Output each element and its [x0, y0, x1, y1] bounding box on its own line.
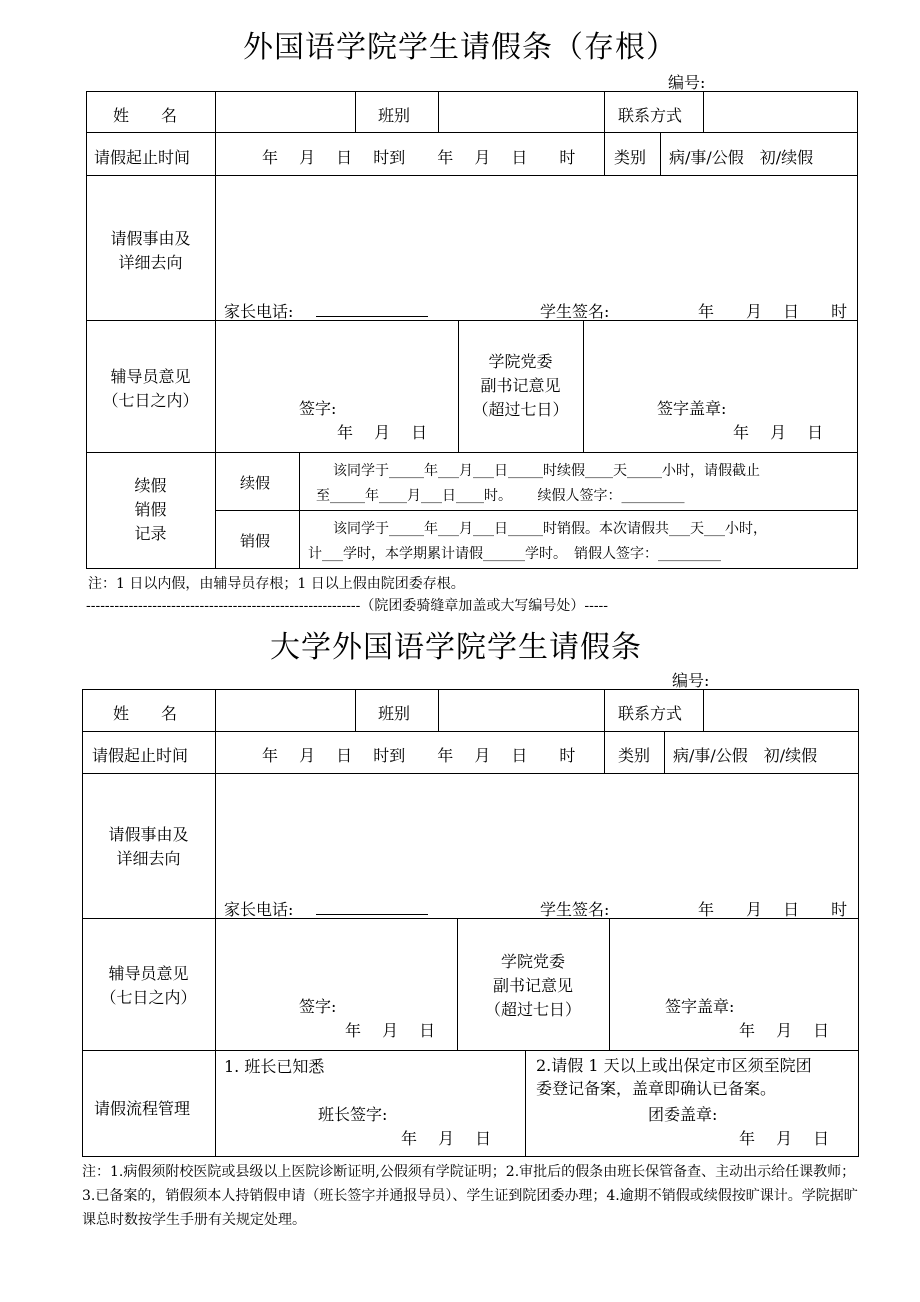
stub-contact-field[interactable]: [705, 93, 856, 130]
form-contact-field[interactable]: [705, 691, 857, 729]
form-secretary-seal-label: 签字盖章:: [665, 997, 735, 1016]
stub-period-value[interactable]: 年 月 日 时到 年 月 日 时: [262, 148, 576, 167]
form-process-label: 请假流程管理: [94, 1099, 191, 1118]
stub-secretary-label: 学院党委 副书记意见 （超过七日）: [472, 352, 569, 419]
stub-title: 外国语学院学生请假条（存根）: [243, 30, 677, 65]
form-secretary-label: 学院党委 副书记意见 （超过七日）: [484, 952, 581, 1019]
stub-name-label: 姓 名: [113, 106, 178, 125]
form-league-note: 2.请假 1 天以上或出保定市区须至院团 委登记备案，盖章即确认已备案。: [536, 1056, 812, 1098]
stub-extend-label: 续假: [240, 474, 271, 492]
form-period-label: 请假起止时间: [92, 746, 189, 765]
stub-secretary-date: 年 月 日: [733, 423, 824, 442]
stub-parent-phone-field[interactable]: [316, 300, 428, 317]
stub-cancel-line2: 计___学时，本学期累计请假______学时。 销假人签字：_________: [308, 546, 721, 562]
form-name-label: 姓 名: [113, 704, 178, 723]
stub-type-label: 类别: [614, 148, 647, 167]
stub-parent-phone-label: 家长电话:: [224, 302, 294, 321]
form-type-value[interactable]: 病/事/公假 初/续假: [673, 746, 818, 765]
form-reason-label: 请假事由及 详细去向: [108, 825, 189, 868]
form-league-date: 年 月 日: [739, 1129, 830, 1148]
stub-counselor-label: 辅导员意见 （七日之内）: [102, 367, 199, 410]
form-name-field[interactable]: [217, 691, 353, 729]
form-counselor-label: 辅导员意见 （七日之内）: [100, 964, 197, 1007]
form-secretary-date: 年 月 日: [739, 1021, 830, 1040]
stub-student-sign-date: 年 月 日 时: [698, 302, 848, 321]
form-contact-label: 联系方式: [618, 704, 683, 723]
form-type-label: 类别: [618, 746, 651, 765]
stub-type-value[interactable]: 病/事/公假 初/续假: [669, 148, 814, 167]
stub-serial-label: 编号:: [668, 73, 706, 92]
form-monitor-sign-label: 班长签字:: [318, 1105, 388, 1124]
stub-counselor-sign-label: 签字:: [299, 399, 337, 418]
form-reason-field[interactable]: [217, 775, 857, 885]
stub-reason-field[interactable]: [217, 177, 857, 287]
stub-counselor-date: 年 月 日: [337, 423, 428, 442]
form-serial-label: 编号:: [672, 671, 710, 690]
stub-note: 注：1 日以内假，由辅导员存根；1 日以上假由院团委存根。: [88, 576, 465, 592]
stub-record-label: 续假 销假 记录: [134, 476, 167, 543]
form-period-value[interactable]: 年 月 日 时到 年 月 日 时: [262, 746, 576, 765]
form-class-field[interactable]: [440, 691, 602, 729]
stub-contact-label: 联系方式: [618, 106, 683, 125]
form-title: 大学外国语学院学生请假条: [270, 630, 642, 665]
stub-name-field[interactable]: [217, 93, 353, 130]
stub-reason-label: 请假事由及 详细去向: [110, 229, 191, 272]
stub-class-label: 班别: [378, 106, 411, 125]
stub-cancel-label: 销假: [240, 532, 271, 550]
form-counselor-sign-label: 签字:: [299, 997, 337, 1016]
form-student-sign-date: 年 月 日 时: [698, 900, 848, 919]
stub-class-field[interactable]: [440, 93, 602, 130]
form-parent-phone-label: 家长电话:: [224, 900, 294, 919]
form-monitor-known: 1. 班长已知悉: [224, 1057, 325, 1076]
stub-extend-line2: 至_____年____月___日____时。 续假人签字：_________: [316, 488, 685, 504]
stub-period-label: 请假起止时间: [94, 148, 191, 167]
stub-student-sign-label: 学生签名:: [540, 302, 610, 321]
form-monitor-date: 年 月 日: [401, 1129, 492, 1148]
form-league-seal-label: 团委盖章:: [648, 1105, 718, 1124]
form-parent-phone-field[interactable]: [316, 898, 428, 915]
stub-cancel-line1: 该同学于_____年___月___日_____时销假。本次请假共___天___小时，: [333, 521, 767, 537]
form-student-sign-label: 学生签名:: [540, 900, 610, 919]
stub-extend-line1: 该同学于_____年___月___日_____时续假____天_____小时，请假截止: [333, 463, 760, 479]
stub-secretary-seal-label: 签字盖章:: [657, 399, 727, 418]
tear-line-separator: ----------------------------------------------------------（院团委骑缝章加盖或大写编号处）-----: [86, 598, 609, 614]
form-counselor-date: 年 月 日: [345, 1021, 436, 1040]
form-class-label: 班别: [378, 704, 411, 723]
form-note: 注：1.病假须附校医院或县级以上医院诊断证明,公假须有学院证明；2.审批后的假条由班长保管备查、主动出示给任课教师；3.已备案的，销假须本人持销假申请（班长签字并通报导员）、学生证到院团委办理；4.逾期不销假或续假按旷课计。学院据旷课总时数按学生手册有关规定处理。: [82, 1164, 858, 1228]
